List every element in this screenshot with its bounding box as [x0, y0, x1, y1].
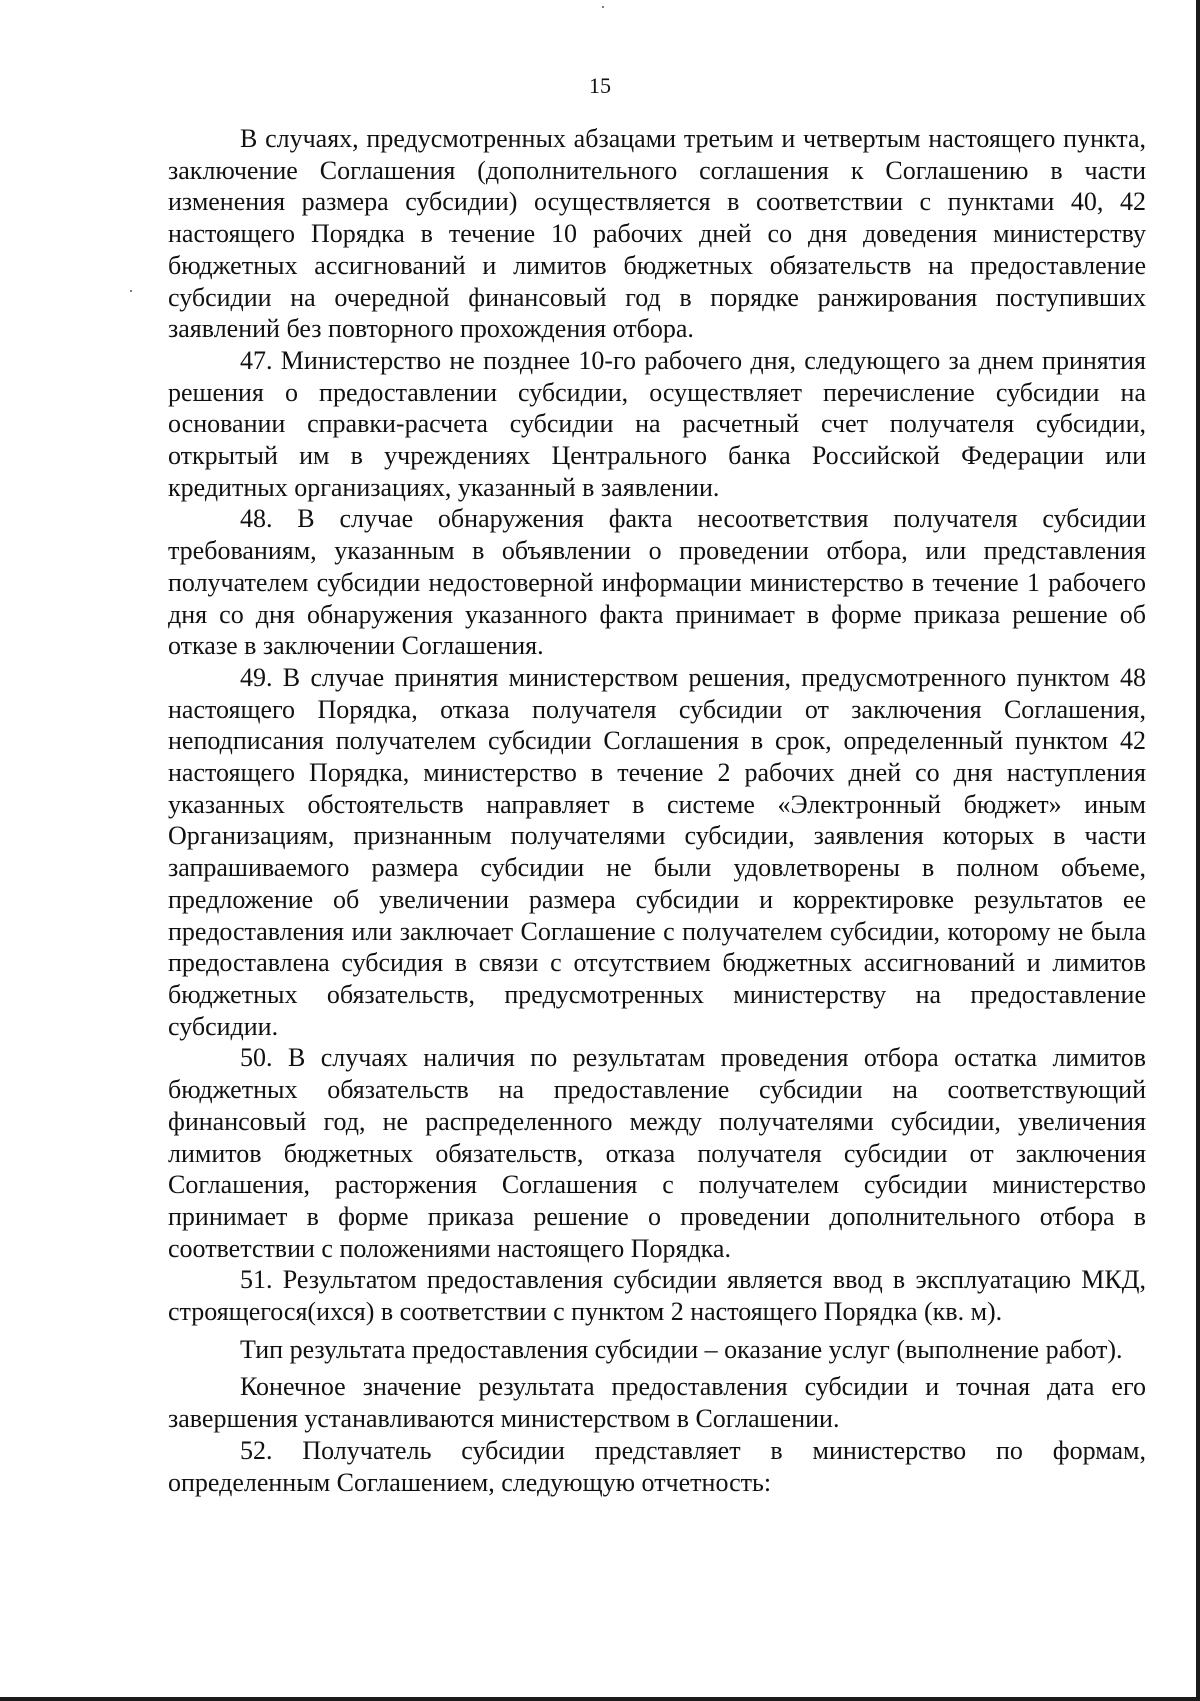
paragraph-result-type: Тип результата предоставления субсидии – оказание услуг (выполнение работ). [240, 1334, 1123, 1364]
paragraph-50: 50. В случаях наличия по результатам проведения отбора остатка лимитов бюджетных обязательств на предоставление субсидии на соответствующий финансовый год, не распределенного между получателями субсидии, увеличения лимитов бюджетных обязательств, отказа получателя субсидии от заключения Соглашения, расторжения Соглашения с получателем субсидии министерство принимает в форме приказа решение о проведении дополнительного отбора в соответствии с положениями настоящего Порядка. [168, 1043, 1146, 1263]
paragraph-final-value: Конечное значение результата предоставления субсидии и точная дата его завершения устанавливаются министерством в Соглашении. [168, 1372, 1146, 1434]
scan-speck [602, 6, 604, 8]
scan-speck [130, 290, 132, 292]
page-number: 15 [589, 73, 611, 98]
document-body [168, 123, 1146, 1498]
scan-edge-right [1196, 0, 1200, 1701]
paragraph-cases-third-fourth: В случаях, предусмотренных абзацами третьим и четвертым настоящего пункта, заключение Соглашения (дополнительного соглашения к Соглашению в части изменения размера субсидии) осуществляется в соответствии с пунктами 40, 42 настоящего Порядка в течение 10 рабочих дней со дня доведения министерству бюджетных ассигнований и лимитов бюджетных обязательств на предоставление субсидии на очередной финансовый год в порядке ранжирования поступивших заявлений без повторного прохождения отбора. [168, 124, 1146, 344]
paragraph-52: 52. Получатель субсидии представляет в министерство по формам, определенным Соглашением, следующую отчетность: [168, 1435, 1146, 1497]
paragraph-51: 51. Результатом предоставления субсидии является ввод в эксплуатацию МКД, строящегося(ихся) в соответствии с пунктом 2 настоящего Порядка (кв. м). [168, 1265, 1146, 1327]
scan-edge-bottom [0, 1697, 1200, 1701]
paragraph-48: 48. В случае обнаружения факта несоответствия получателя субсидии требованиям, указанным в объявлении о проведении отбора, или представления получателем субсидии недостоверной информации министерство в течение 1 рабочего дня со дня обнаружения указанного факта принимает в форме приказа решение об отказе в заключении Соглашения. [168, 504, 1146, 661]
paragraph-49: 49. В случае принятия министерством решения, предусмотренного пунктом 48 настоящего Порядка, отказа получателя субсидии от заключения Соглашения, неподписания получателем субсидии Соглашения в срок, определенный пунктом 42 настоящего Порядка, министерство в течение 2 рабочих дней со дня наступления указанных обстоятельств направляет в системе «Электронный бюджет» иным Организациям, признанным получателями субсидии, заявления которых в части запрашиваемого размера субсидии не были удовлетворены в полном объеме, предложение об увеличении размера субсидии и корректировке результатов ее предоставления или заключает Соглашение с получателем субсидии, которому не была предоставлена субсидия в связи с отсутствием бюджетных ассигнований и лимитов бюджетных обязательств, предусмотренных министерству на предоставление субсидии. [168, 662, 1146, 1041]
paragraph-47: 47. Министерство не позднее 10-го рабочего дня, следующего за днем принятия решения о предоставлении субсидии, осуществляет перечисление субсидии на основании справки-расчета субсидии на расчетный счет получателя субсидии, открытый им в учреждениях Центрального банка Российской Федерации или кредитных организациях, указанный в заявлении. [168, 345, 1146, 502]
